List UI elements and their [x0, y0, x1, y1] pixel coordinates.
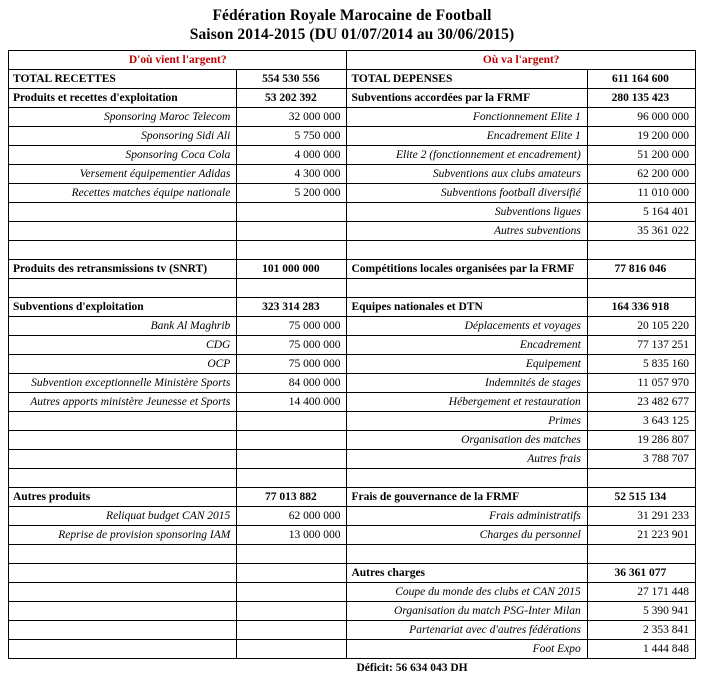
table-row	[9, 526, 696, 545]
row-left-value: 14 400 000	[237, 393, 347, 412]
row-left-value: 75 000 000	[237, 355, 347, 374]
table-row	[9, 165, 696, 184]
row-left-label	[9, 602, 237, 621]
table-row	[9, 450, 696, 469]
deficit-value: Déficit: 56 634 043 DH	[237, 659, 588, 677]
title-line-1: Fédération Royale Marocaine de Football	[0, 6, 704, 25]
row-left-label: CDG	[9, 336, 237, 355]
table-row	[9, 127, 696, 146]
row-left-label: Produits et recettes d'exploitation	[9, 89, 237, 108]
row-right-value	[587, 469, 695, 488]
row-left-label: Bank Al Maghrib	[9, 317, 237, 336]
totals-row	[9, 70, 696, 89]
row-right-value: 52 515 134	[587, 488, 695, 507]
row-left-label	[9, 450, 237, 469]
row-left-value: 5 200 000	[237, 184, 347, 203]
row-left-label	[9, 241, 237, 260]
table-row	[9, 241, 696, 260]
row-left-value	[237, 545, 347, 564]
row-right-value: 21 223 901	[587, 526, 695, 545]
row-left-value: 13 000 000	[237, 526, 347, 545]
row-left-value: 77 013 882	[237, 488, 347, 507]
table-row	[9, 355, 696, 374]
row-right-label: Autres frais	[347, 450, 587, 469]
table-row	[9, 374, 696, 393]
row-right-label	[347, 545, 587, 564]
row-right-value: 51 200 000	[587, 146, 695, 165]
deficit-spacer-left	[9, 659, 237, 677]
row-right-label: Compétitions locales organisées par la FRMF	[347, 260, 587, 279]
row-right-label: Coupe du monde des clubs et CAN 2015	[347, 583, 587, 602]
row-left-label	[9, 279, 237, 298]
row-left-label	[9, 583, 237, 602]
row-left-value	[237, 583, 347, 602]
table-row	[9, 89, 696, 108]
row-right-label: Subventions ligues	[347, 203, 587, 222]
table-row	[9, 260, 696, 279]
row-right-value: 19 200 000	[587, 127, 695, 146]
table-row	[9, 336, 696, 355]
row-left-label: Sponsoring Maroc Telecom	[9, 108, 237, 127]
row-right-label: Autres subventions	[347, 222, 587, 241]
row-right-label: Encadrement Elite 1	[347, 127, 587, 146]
total-expense-label: TOTAL DEPENSES	[347, 70, 587, 89]
row-left-value: 4 300 000	[237, 165, 347, 184]
table-row	[9, 203, 696, 222]
row-right-value: 35 361 022	[587, 222, 695, 241]
row-right-label: Organisation des matches	[347, 431, 587, 450]
row-right-value: 20 105 220	[587, 317, 695, 336]
document-title	[0, 0, 704, 44]
row-right-label: Charges du personnel	[347, 526, 587, 545]
row-right-label: Fonctionnement Elite 1	[347, 108, 587, 127]
row-left-label: Subventions d'exploitation	[9, 298, 237, 317]
table-row	[9, 108, 696, 127]
row-left-label: Subvention exceptionnelle Ministère Sports	[9, 374, 237, 393]
row-right-label: Subventions football diversifié	[347, 184, 587, 203]
row-right-label: Equipes nationales et DTN	[347, 298, 587, 317]
row-left-value: 75 000 000	[237, 336, 347, 355]
row-left-value: 62 000 000	[237, 507, 347, 526]
table-row	[9, 602, 696, 621]
row-left-label	[9, 564, 237, 583]
row-left-label: Versement équipementier Adidas	[9, 165, 237, 184]
row-left-label	[9, 412, 237, 431]
row-right-value: 164 336 918	[587, 298, 695, 317]
row-right-label: Elite 2 (fonctionnement et encadrement)	[347, 146, 587, 165]
row-right-label: Organisation du match PSG-Inter Milan	[347, 602, 587, 621]
row-right-value	[587, 545, 695, 564]
total-income-label: TOTAL RECETTES	[9, 70, 237, 89]
row-left-value	[237, 602, 347, 621]
table-row	[9, 640, 696, 659]
row-right-label: Frais de gouvernance de la FRMF	[347, 488, 587, 507]
header-expense: Où va l'argent?	[347, 51, 696, 70]
row-right-value: 1 444 848	[587, 640, 695, 659]
row-right-value: 27 171 448	[587, 583, 695, 602]
row-left-value	[237, 222, 347, 241]
row-left-value	[237, 621, 347, 640]
row-right-label: Autres charges	[347, 564, 587, 583]
title-line-2: Saison 2014-2015 (DU 01/07/2014 au 30/06/2015)	[0, 25, 704, 44]
row-right-label: Equipement	[347, 355, 587, 374]
row-right-label: Déplacements et voyages	[347, 317, 587, 336]
row-left-value	[237, 412, 347, 431]
row-left-value	[237, 241, 347, 260]
deficit-row	[9, 659, 696, 677]
row-right-value: 62 200 000	[587, 165, 695, 184]
row-left-value: 5 750 000	[237, 127, 347, 146]
row-right-label: Subventions accordées par la FRMF	[347, 89, 587, 108]
row-right-label	[347, 279, 587, 298]
row-left-label: OCP	[9, 355, 237, 374]
row-right-value: 77 816 046	[587, 260, 695, 279]
row-left-label	[9, 469, 237, 488]
row-right-label: Foot Expo	[347, 640, 587, 659]
budget-table	[8, 50, 696, 677]
table-row	[9, 146, 696, 165]
row-left-label: Recettes matches équipe nationale	[9, 184, 237, 203]
row-right-label: Indemnités de stages	[347, 374, 587, 393]
row-left-value	[237, 431, 347, 450]
header-income: D'où vient l'argent?	[9, 51, 347, 70]
table-header-row	[9, 51, 696, 70]
row-right-value: 11 057 970	[587, 374, 695, 393]
row-left-label	[9, 621, 237, 640]
row-left-value	[237, 279, 347, 298]
table-row	[9, 412, 696, 431]
row-right-value: 5 390 941	[587, 602, 695, 621]
row-right-value: 5 164 401	[587, 203, 695, 222]
row-left-value	[237, 564, 347, 583]
table-row	[9, 507, 696, 526]
table-row	[9, 469, 696, 488]
row-left-value: 323 314 283	[237, 298, 347, 317]
row-right-value: 36 361 077	[587, 564, 695, 583]
row-left-label	[9, 640, 237, 659]
row-right-value: 77 137 251	[587, 336, 695, 355]
table-row	[9, 222, 696, 241]
row-right-value	[587, 241, 695, 260]
row-left-value: 53 202 392	[237, 89, 347, 108]
row-right-value: 5 835 160	[587, 355, 695, 374]
table-row	[9, 545, 696, 564]
table-row	[9, 279, 696, 298]
row-left-label	[9, 203, 237, 222]
row-right-value: 3 643 125	[587, 412, 695, 431]
table-row	[9, 564, 696, 583]
row-right-label: Subventions aux clubs amateurs	[347, 165, 587, 184]
table-row	[9, 431, 696, 450]
row-left-value: 4 000 000	[237, 146, 347, 165]
total-expense-value: 611 164 600	[587, 70, 695, 89]
table-row	[9, 393, 696, 412]
deficit-spacer-right	[587, 659, 695, 677]
row-right-label: Partenariat avec d'autres fédérations	[347, 621, 587, 640]
table-row	[9, 583, 696, 602]
row-right-value: 31 291 233	[587, 507, 695, 526]
row-left-label	[9, 431, 237, 450]
row-left-value: 101 000 000	[237, 260, 347, 279]
row-right-value: 3 788 707	[587, 450, 695, 469]
row-left-value	[237, 469, 347, 488]
row-left-label: Autres produits	[9, 488, 237, 507]
row-right-value: 11 010 000	[587, 184, 695, 203]
row-left-label: Reliquat budget CAN 2015	[9, 507, 237, 526]
row-right-label: Encadrement	[347, 336, 587, 355]
row-left-value: 84 000 000	[237, 374, 347, 393]
row-right-value: 23 482 677	[587, 393, 695, 412]
row-left-value: 75 000 000	[237, 317, 347, 336]
table-row	[9, 621, 696, 640]
row-right-label: Hébergement et restauration	[347, 393, 587, 412]
row-right-label: Frais administratifs	[347, 507, 587, 526]
row-left-label: Reprise de provision sponsoring IAM	[9, 526, 237, 545]
row-left-label: Autres apports ministère Jeunesse et Sports	[9, 393, 237, 412]
row-left-label: Sponsoring Coca Cola	[9, 146, 237, 165]
table-row	[9, 298, 696, 317]
row-left-label	[9, 222, 237, 241]
row-left-label: Sponsoring Sidi Ali	[9, 127, 237, 146]
table-row	[9, 488, 696, 507]
row-left-value	[237, 640, 347, 659]
row-left-label: Produits des retransmissions tv (SNRT)	[9, 260, 237, 279]
row-right-value: 280 135 423	[587, 89, 695, 108]
table-row	[9, 184, 696, 203]
table-row	[9, 317, 696, 336]
row-left-value	[237, 203, 347, 222]
row-right-label	[347, 241, 587, 260]
row-right-value: 96 000 000	[587, 108, 695, 127]
row-right-label	[347, 469, 587, 488]
row-left-value	[237, 450, 347, 469]
row-left-value: 32 000 000	[237, 108, 347, 127]
row-right-value: 19 286 807	[587, 431, 695, 450]
row-right-label: Primes	[347, 412, 587, 431]
row-right-value: 2 353 841	[587, 621, 695, 640]
total-income-value: 554 530 556	[237, 70, 347, 89]
row-left-label	[9, 545, 237, 564]
row-right-value	[587, 279, 695, 298]
